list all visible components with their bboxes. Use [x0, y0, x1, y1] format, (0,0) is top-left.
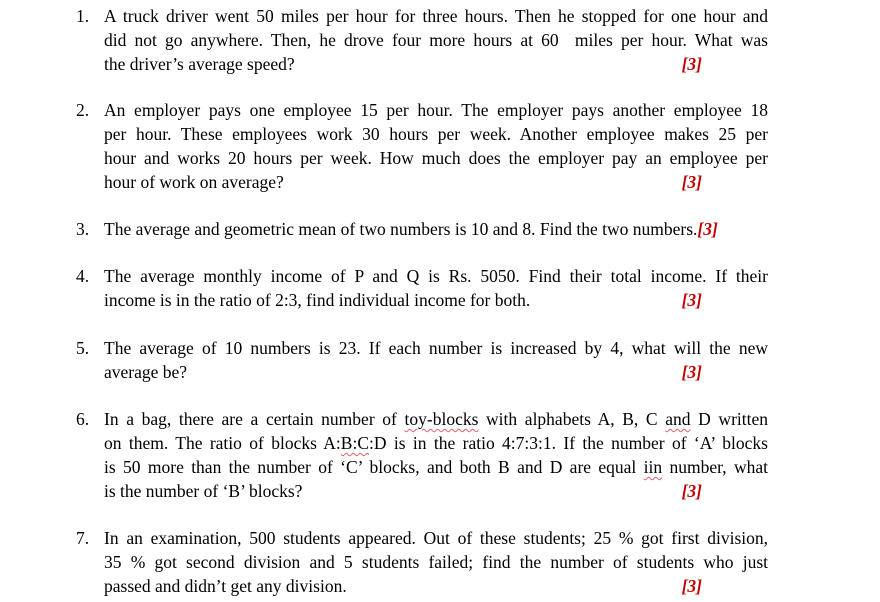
question-text: [104, 336, 768, 384]
question-line: income is in the ratio of 2:3, find individual income for both.: [104, 290, 531, 310]
text-run: In a bag, there are a certain number of: [104, 409, 405, 429]
question-line: average be?: [104, 362, 188, 382]
question-line: the driver’s average speed?: [104, 54, 295, 74]
question-line-last: [104, 360, 768, 384]
question-line-last: [104, 288, 768, 312]
marks-label: [3]: [681, 576, 702, 596]
question-line-last: [104, 52, 768, 76]
marks-label: [3]: [681, 362, 702, 382]
question-line-last: [104, 170, 768, 194]
question-text: [104, 4, 768, 76]
question-line: A truck driver went 50 miles per hour for three hours. Then he stopped for one hour and: [104, 6, 768, 26]
text-run: on them. The ratio of blocks A:: [104, 433, 341, 453]
question-line: did not go anywhere. Then, he drove four more hours at 60 miles per hour. What was: [104, 30, 768, 50]
question-text: [104, 217, 768, 241]
question-number: 1.: [76, 6, 90, 26]
marks-label: [3]: [681, 54, 702, 74]
text-run: :D is in the ratio 4:7:3:1. If the number of ‘A’ blocks: [369, 433, 768, 453]
question-text: [104, 526, 768, 598]
question-text: [104, 264, 768, 312]
question-line: An employer pays one employee 15 per hour. The employer pays another employee 18: [104, 100, 768, 120]
question-line: In an examination, 500 students appeared. Out of these students; 25 % got first division,: [104, 528, 768, 548]
question-line-last: [104, 217, 768, 241]
question-line-last: [104, 574, 768, 598]
question-number: 6.: [76, 409, 90, 429]
text-run: with alphabets A, B, C: [478, 409, 666, 429]
question-number: 4.: [76, 266, 90, 286]
text-run: number, what: [662, 457, 768, 477]
question-line-last: [104, 479, 768, 503]
marks-label: [3]: [681, 481, 702, 501]
question-text: [104, 98, 768, 194]
question-number: 5.: [76, 338, 90, 358]
spellcheck-word: iin: [643, 457, 663, 477]
marks-label: [3]: [697, 219, 718, 239]
question-line: [104, 431, 768, 455]
question-number: 3.: [76, 219, 90, 239]
question-line: [104, 455, 768, 479]
question-line: per hour. These employees work 30 hours per week. Another employee makes 25 per: [104, 124, 768, 144]
spellcheck-word: and: [665, 409, 691, 429]
question-line: hour and works 20 hours per week. How much does the employer pay an employee per: [104, 148, 768, 168]
marks-label: [3]: [681, 172, 702, 192]
question-line: hour of work on average?: [104, 172, 284, 192]
question-line: is the number of ‘B’ blocks?: [104, 481, 303, 501]
question-line: 35 % got second division and 5 students failed; find the number of students who just: [104, 552, 768, 572]
text-run: is 50 more than the number of ‘C’ blocks, and both B and D are equal: [104, 457, 644, 477]
question-number: 2.: [76, 100, 90, 120]
question-line: The average of 10 numbers is 23. If each number is increased by 4, what will the new: [104, 338, 768, 358]
question-number: 7.: [76, 528, 90, 548]
question-line: passed and didn’t get any division.: [104, 576, 347, 596]
question-line: [104, 407, 768, 431]
marks-label: [3]: [681, 290, 702, 310]
spellcheck-word: toy-blocks: [404, 409, 479, 429]
spellcheck-word: B:C: [340, 433, 370, 453]
question-line: The average monthly income of P and Q is Rs. 5050. Find their total income. If their: [104, 266, 768, 286]
question-text: [104, 407, 768, 503]
question-line: The average and geometric mean of two numbers is 10 and 8. Find the two numbers.: [104, 219, 698, 239]
text-run: D written: [690, 409, 769, 429]
